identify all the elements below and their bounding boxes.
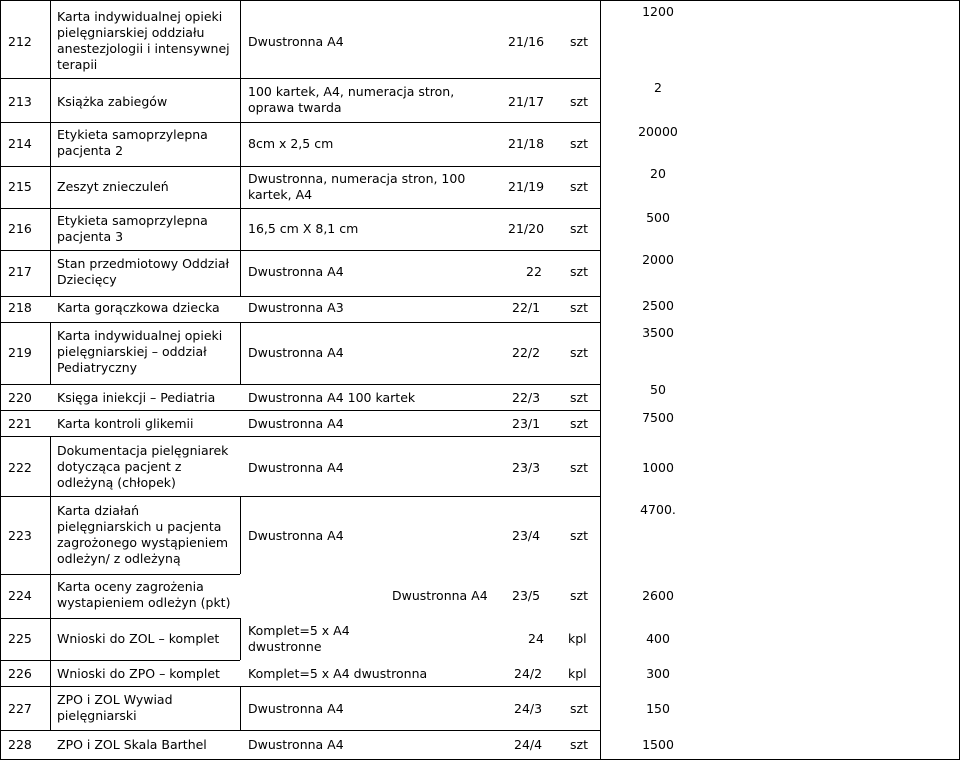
row-number: 214 bbox=[8, 136, 32, 151]
unit: kpl bbox=[568, 666, 587, 681]
column-divider bbox=[50, 436, 51, 686]
item-name: Karta działań pielęgniarskich u pacjenta zagrożonego wystąpieniem odleżyn/ z odleżyną bbox=[57, 503, 229, 566]
unit: szt bbox=[570, 701, 588, 716]
item-name: Karta indywidualnej opieki pielęgniarskiej oddziału anestezjologii i intensywnej terapii bbox=[57, 9, 230, 72]
unit: szt bbox=[570, 737, 588, 752]
row-divider bbox=[0, 296, 600, 297]
unit: szt bbox=[570, 221, 588, 236]
row-number: 220 bbox=[8, 390, 32, 405]
item-format: 8cm x 2,5 cm bbox=[248, 136, 334, 151]
quantity: 2500 bbox=[642, 298, 674, 313]
form-code: 22/2 bbox=[512, 345, 541, 360]
quantity: 400 bbox=[646, 631, 670, 646]
unit: szt bbox=[570, 264, 588, 279]
quantity: 1200 bbox=[642, 4, 674, 19]
item-format: 100 kartek, A4, numeracja stron, oprawa twarda bbox=[248, 84, 455, 115]
item-name: ZPO i ZOL Wywiad pielęgniarski bbox=[57, 692, 173, 723]
quantity: 2600 bbox=[642, 588, 674, 603]
quantity: 20 bbox=[650, 166, 666, 181]
row-divider bbox=[0, 410, 600, 411]
item-name: Karta oceny zagrożenia wystapieniem odleżyn (pkt) bbox=[57, 579, 231, 610]
item-name: Zeszyt znieczuleń bbox=[57, 179, 169, 194]
item-format: Komplet=5 x A4 dwustronne bbox=[248, 623, 350, 654]
row-number: 218 bbox=[8, 300, 32, 315]
unit: kpl bbox=[568, 631, 587, 646]
item-name: Etykieta samoprzylepna pacjenta 3 bbox=[57, 213, 208, 244]
item-name: Wnioski do ZOL – komplet bbox=[57, 631, 220, 646]
form-code: 21/18 bbox=[508, 136, 545, 151]
item-format: 16,5 cm X 8,1 cm bbox=[248, 221, 359, 236]
form-code: 21/20 bbox=[508, 221, 545, 236]
form-code: 23/5 bbox=[512, 588, 541, 603]
row-number: 227 bbox=[8, 701, 32, 716]
item-name: Wnioski do ZPO – komplet bbox=[57, 666, 220, 681]
form-code: 21/17 bbox=[508, 94, 545, 109]
unit: szt bbox=[570, 528, 588, 543]
form-code: 23/1 bbox=[512, 416, 541, 431]
item-name: Etykieta samoprzylepna pacjenta 2 bbox=[57, 127, 208, 158]
column-divider bbox=[240, 618, 241, 660]
row-divider bbox=[0, 166, 600, 167]
column-divider bbox=[50, 322, 51, 384]
quantity: 20000 bbox=[638, 124, 678, 139]
item-format: Dwustronna A4 100 kartek bbox=[248, 390, 416, 405]
row-number: 217 bbox=[8, 264, 32, 279]
row-divider bbox=[0, 618, 240, 619]
item-format: Dwustronna A4 bbox=[248, 460, 344, 475]
row-divider bbox=[0, 686, 600, 687]
quantity: 1000 bbox=[642, 460, 674, 475]
unit: szt bbox=[570, 588, 588, 603]
unit: szt bbox=[570, 34, 588, 49]
row-number: 226 bbox=[8, 666, 32, 681]
form-code: 24/4 bbox=[514, 737, 543, 752]
item-format: Dwustronna A4 bbox=[248, 737, 344, 752]
unit: szt bbox=[570, 416, 588, 431]
item-format: Dwustronna A4 bbox=[392, 588, 488, 603]
row-divider bbox=[0, 436, 600, 437]
column-divider bbox=[240, 686, 241, 730]
column-divider bbox=[240, 322, 241, 384]
quantity: 2 bbox=[654, 80, 662, 95]
quantity: 300 bbox=[646, 666, 670, 681]
row-number: 225 bbox=[8, 631, 32, 646]
form-code: 24/2 bbox=[514, 666, 543, 681]
item-name: Księga iniekcji – Pediatria bbox=[57, 390, 216, 405]
row-divider bbox=[0, 250, 600, 251]
row-number: 212 bbox=[8, 34, 32, 49]
row-number: 215 bbox=[8, 179, 32, 194]
row-divider bbox=[0, 384, 600, 385]
unit: szt bbox=[570, 179, 588, 194]
quantity: 3500 bbox=[642, 325, 674, 340]
form-code: 21/19 bbox=[508, 179, 545, 194]
table-border-left bbox=[0, 0, 1, 760]
item-format: Komplet=5 x A4 dwustronna bbox=[248, 666, 428, 681]
form-code: 21/16 bbox=[508, 34, 545, 49]
form-code: 23/3 bbox=[512, 460, 541, 475]
row-divider bbox=[0, 78, 600, 79]
quantity: 4700. bbox=[640, 502, 676, 517]
form-code: 22/3 bbox=[512, 390, 541, 405]
row-number: 222 bbox=[8, 460, 32, 475]
quantity: 2000 bbox=[642, 252, 674, 267]
row-divider bbox=[0, 730, 600, 731]
item-format: Dwustronna A4 bbox=[248, 264, 344, 279]
unit: szt bbox=[570, 460, 588, 475]
quantity: 500 bbox=[646, 210, 670, 225]
column-divider bbox=[50, 686, 51, 730]
quantity: 50 bbox=[650, 382, 666, 397]
row-number: 228 bbox=[8, 737, 32, 752]
row-divider bbox=[0, 122, 600, 123]
item-name: Karta kontroli glikemii bbox=[57, 416, 194, 431]
row-number: 216 bbox=[8, 221, 32, 236]
item-name: Dokumentacja pielęgniarek dotycząca pacjent z odleżyną (chłopek) bbox=[57, 443, 229, 490]
unit: szt bbox=[570, 300, 588, 315]
item-name: Książka zabiegów bbox=[57, 94, 168, 109]
quantity: 150 bbox=[646, 701, 670, 716]
table-border-top bbox=[0, 0, 960, 1]
item-format: Dwustronna A4 bbox=[248, 701, 344, 716]
unit: szt bbox=[570, 94, 588, 109]
item-format: Dwustronna A4 bbox=[248, 34, 344, 49]
form-code: 22/1 bbox=[512, 300, 541, 315]
quantity: 1500 bbox=[642, 737, 674, 752]
row-number: 223 bbox=[8, 528, 32, 543]
item-format: Dwustronna A4 bbox=[248, 416, 344, 431]
row-number: 219 bbox=[8, 345, 32, 360]
form-code: 24 bbox=[528, 631, 544, 646]
item-name: Karta gorączkowa dziecka bbox=[57, 300, 220, 315]
column-divider bbox=[50, 0, 51, 296]
row-number: 221 bbox=[8, 416, 32, 431]
row-divider bbox=[0, 660, 240, 661]
row-divider bbox=[0, 322, 600, 323]
column-divider bbox=[240, 0, 241, 296]
item-name: Karta indywidualnej opieki pielęgniarskiej – oddział Pediatryczny bbox=[57, 328, 223, 375]
column-divider bbox=[240, 496, 241, 574]
item-format: Dwustronna A3 bbox=[248, 300, 344, 315]
row-divider bbox=[0, 574, 240, 575]
row-divider bbox=[0, 496, 600, 497]
unit: szt bbox=[570, 136, 588, 151]
item-name: ZPO i ZOL Skala Barthel bbox=[57, 737, 207, 752]
item-format: Dwustronna, numeracja stron, 100 kartek, A4 bbox=[248, 171, 466, 202]
quantity: 7500 bbox=[642, 410, 674, 425]
row-number: 213 bbox=[8, 94, 32, 109]
unit: szt bbox=[570, 390, 588, 405]
form-code: 22 bbox=[526, 264, 542, 279]
item-format: Dwustronna A4 bbox=[248, 528, 344, 543]
row-number: 224 bbox=[8, 588, 32, 603]
unit: szt bbox=[570, 345, 588, 360]
form-code: 24/3 bbox=[514, 701, 543, 716]
item-name: Stan przedmiotowy Oddział Dziecięcy bbox=[57, 256, 230, 287]
row-divider bbox=[0, 208, 600, 209]
form-code: 23/4 bbox=[512, 528, 541, 543]
column-divider bbox=[600, 0, 601, 760]
item-format: Dwustronna A4 bbox=[248, 345, 344, 360]
